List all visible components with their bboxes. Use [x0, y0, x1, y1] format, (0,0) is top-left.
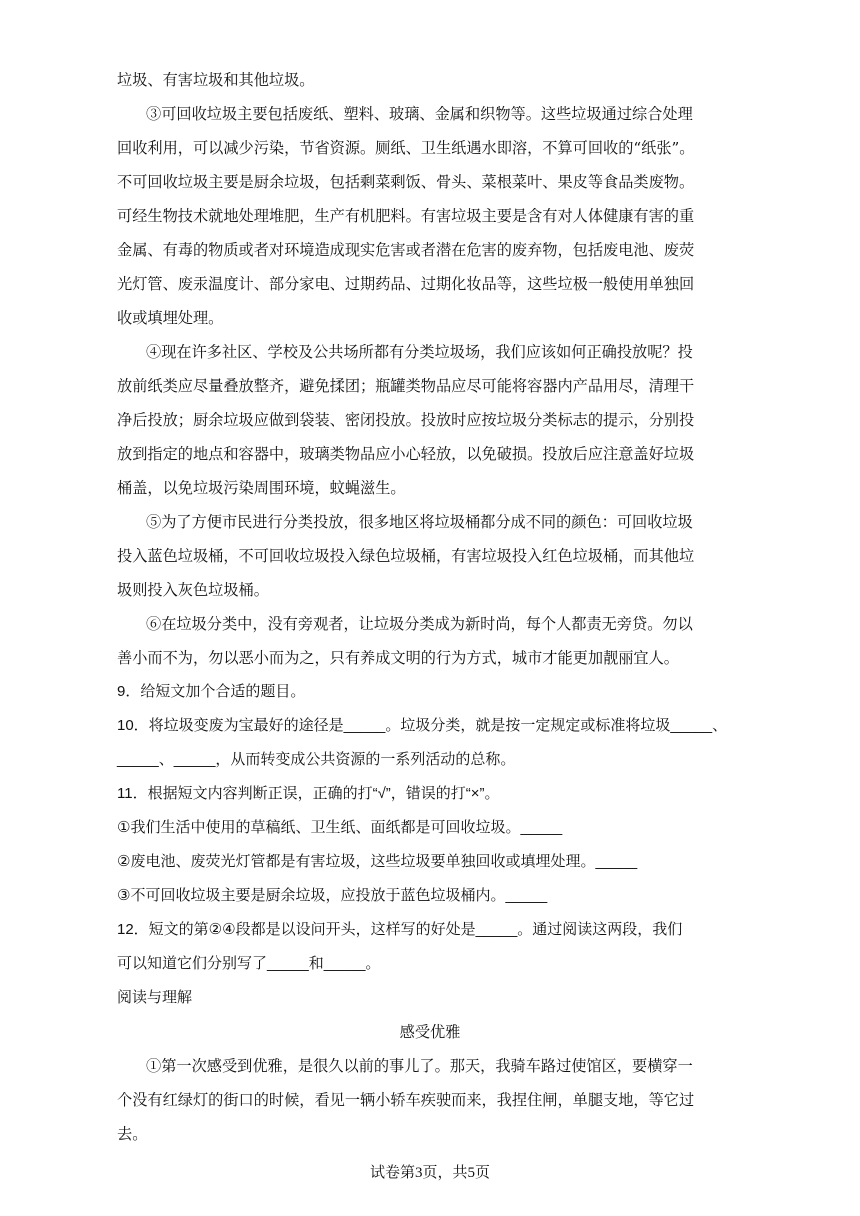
question-12-continued: 可以知道它们分别写了_____和_____。 — [117, 955, 381, 972]
passage-line: 回收利用，可以减少污染，节省资源。厕纸、卫生纸遇水即溶，不算可回收的“纸张”。 — [117, 139, 695, 157]
section-heading: 阅读与理解 — [117, 989, 193, 1006]
question-10-continued: _____、_____，从而转变成公共资源的一系列活动的总称。 — [117, 751, 516, 768]
passage-line: 放到指定的地点和容器中，玻璃类物品应小心轻放，以免破损。投放后应注意盖好垃圾 — [117, 445, 695, 463]
question-11-item-1: ①我们生活中使用的草稿纸、卫生纸、面纸都是可回收垃圾。_____ — [117, 819, 563, 836]
passage-paragraph-5-start: ⑤为了方便市民进行分类投放，很多地区将垃圾桶都分成不同的颜色：可回收垃圾 — [146, 513, 693, 531]
passage-paragraph-6-start: ⑥在垃圾分类中，没有旁观者，让垃圾分类成为新时尚，每个人都责无旁贷。勿以 — [146, 615, 693, 633]
passage-line: 圾则投入灰色垃圾桶。 — [117, 581, 269, 599]
page-footer: 试卷第3页，共5页 — [369, 1165, 490, 1181]
question-11-item-2: ②废电池、废荧光灯管都是有害垃圾，这些垃圾要单独回收或填埋处理。_____ — [117, 853, 638, 870]
passage-paragraph-4-start: ④现在许多社区、学校及公共场所都有分类垃圾场，我们应该如何正确投放呢？投 — [146, 343, 693, 361]
passage-line: 桶盖，以免垃圾污染周围环境，蚊蝇滋生。 — [117, 479, 406, 497]
passage-paragraph-3-start: ③可回收垃圾主要包括废纸、塑料、玻璃、金属和织物等。这些垃圾通过综合处理 — [146, 105, 693, 123]
question-10: 10．将垃圾变废为宝最好的途径是_____。垃圾分类，就是按一定规定或标准将垃圾_____、 — [117, 717, 728, 734]
passage-line: 投入蓝色垃圾桶，不可回收垃圾投入绿色垃圾桶，有害垃圾投入红色垃圾桶，而其他垃 — [117, 547, 695, 565]
passage-2-line: 个没有红绿灯的街口的时候，看见一辆小轿车疾驶而来，我捏住闸，单腿支地，等它过 — [117, 1091, 695, 1109]
passage-2-line: 去。 — [117, 1125, 148, 1143]
question-11: 11．根据短文内容判断正误，正确的打“√”，错误的打“×”。 — [117, 785, 500, 802]
passage-title: 感受优雅 — [399, 1023, 461, 1041]
passage-line: 不可回收垃圾主要是厨余垃圾，包括剩菜剩饭、骨头、菜根菜叶、果皮等食品类废物。 — [117, 173, 695, 191]
passage-line: 垃圾、有害垃圾和其他垃圾。 — [117, 71, 315, 89]
question-9: 9．给短文加个合适的题目。 — [117, 683, 306, 700]
passage-2-paragraph-1-start: ①第一次感受到优雅，是很久以前的事儿了。那天，我骑车路过使馆区，要横穿一 — [146, 1057, 693, 1075]
passage-line: 光灯管、废汞温度计、部分家电、过期药品、过期化妆品等，这些垃极一般使用单独回 — [117, 275, 695, 293]
question-12: 12．短文的第②④段都是以设问开头，这样写的好处是_____。通过阅读这两段，我们 — [117, 921, 683, 938]
passage-line: 放前纸类应尽量叠放整齐，避免揉团；瓶罐类物品应尽可能将容器内产品用尽，清理干 — [117, 377, 695, 395]
passage-line: 净后投放；厨余垃圾应做到袋装、密闭投放。投放时应按垃圾分类标志的提示，分别投 — [117, 411, 695, 429]
passage-line: 收或填埋处理。 — [117, 309, 224, 327]
passage-line: 善小而不为，勿以恶小而为之，只有养成文明的行为方式，城市才能更加靓丽宜人。 — [117, 649, 679, 667]
passage-line: 金属、有毒的物质或者对环境造成现实危害或者潜在危害的废弃物，包括废电池、废荧 — [117, 241, 695, 259]
question-11-item-3: ③不可回收垃圾主要是厨余垃圾，应投放于蓝色垃圾桶内。_____ — [117, 887, 548, 904]
passage-line: 可经生物技术就地处理堆肥，生产有机肥料。有害垃圾主要是含有对人体健康有害的重 — [117, 207, 695, 225]
